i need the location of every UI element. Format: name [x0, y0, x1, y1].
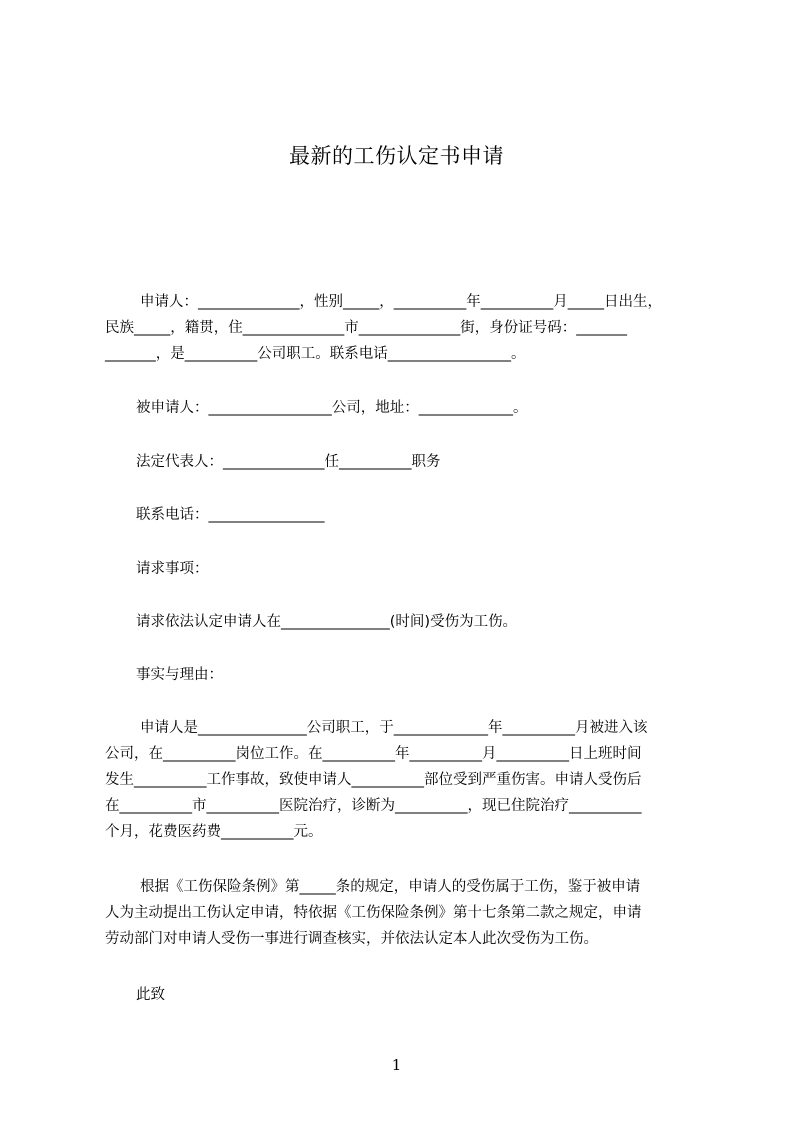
closing-salutation: 此致 — [136, 987, 165, 1003]
page-number: 1 — [391, 1056, 402, 1074]
legal-representative-line: 法定代表人：______________任__________职务 — [136, 454, 441, 470]
facts-line-2: 公司，在__________岗位工作。在__________年__________月__________日上班时间 — [105, 746, 642, 762]
applicant-line-3: _______，是__________公司职工。联系电话_________________。 — [105, 346, 526, 362]
basis-line-1: 根据《工伤保险条例》第_____条的规定，申请人的受伤属于工伤，鉴于被申请 — [140, 879, 641, 895]
document-title: 最新的工伤认定书申请 — [289, 144, 504, 168]
basis-line-3: 劳动部门对申请人受伤一事进行调查核实，并依法认定本人此次受伤为工伤。 — [105, 931, 598, 947]
request-heading: 请求事项： — [136, 561, 209, 577]
facts-line-4: 在__________市__________医院治疗，诊断为__________，现已住院治疗__________ — [105, 798, 642, 814]
facts-line-5: 个月，花费医药费__________元。 — [105, 824, 323, 840]
facts-line-3: 发生__________工作事故，致使申请人__________部位受到严重伤害。申请人受伤后 — [105, 772, 642, 788]
facts-line-1: 申请人是_______________公司职工，于_____________年__________月被进入该 — [140, 720, 648, 736]
facts-heading: 事实与理由： — [136, 667, 223, 683]
applicant-line-1: 申请人：______________，性别_____，__________年__________月_____日出生， — [140, 294, 662, 310]
request-text: 请求依法认定申请人在_______________(时间)受伤为工伤。 — [136, 614, 518, 630]
respondent-line: 被申请人：_________________公司，地址：_____________。 — [136, 400, 528, 416]
basis-line-2: 人为主动提出工伤认定申请，特依据《工伤保险条例》第十七条第二款之规定，申请 — [105, 905, 642, 921]
applicant-line-2: 民族_____，籍贯，住______________市______________街，身份证号码：_______ — [105, 320, 627, 336]
contact-phone-line: 联系电话：________________ — [136, 507, 325, 523]
